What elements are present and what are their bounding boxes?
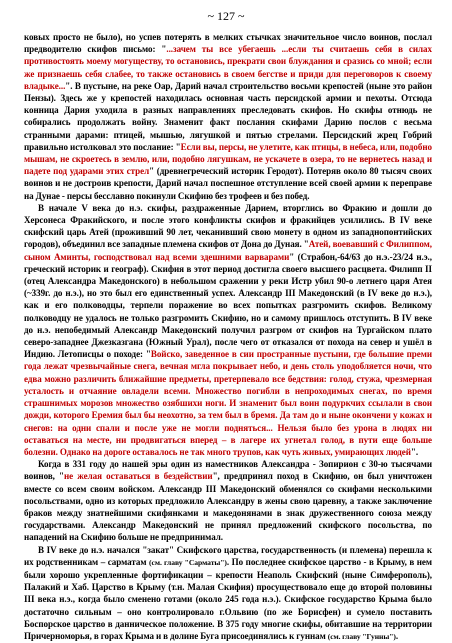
text-run: ". — [410, 446, 419, 457]
quotation: Атей, воевавший с Филиппом, сыном Аминты, господствовал над всеми здешними варварами — [24, 239, 432, 262]
text-run: ". В пустыне, на реке Оар, Дарий начал строительство восьми крепостей (ныне это район Пензы). Здесь же у крепостей находилась основная часть персидской армии и пехоты. Отсюда конница Дария уходила в разных направлениях преследовать скифов. Но скифы отнюдь не собирались продолжать войну. Знаменит факт послания скифами Дарию послов с весьма странными дарами: птицей, мышью, лягушкой и пятью стрелами. Персидский жрец Гобрий правильно истолковал это послание: " — [24, 80, 432, 152]
quotation: не желая оставаться в бездействии — [63, 471, 213, 482]
quotation: Если вы, персы, не улетите, как птицы, в небеса, или, подобно мышам, не скроетесь в землю, или, подобно лягушкам, не ускачете в озера, то не вернетесь назад и падете под ударами этих стрел — [24, 141, 432, 177]
text-run: " (Страбон,-64/63 до н.э.-23/24 н.э., греческий историк и географ). Скифия в этот период достигла своего высшего расцвета. Филипп II (отец Александра Македонского) в небольшом сражении у реки Истр убил 90-о летнего царя Атея (~339г. до н.э.), но это был его единственный успех. Александр III Македонский (в IV веке до н.э.), как и его полководцы, терпели поражение во всех попытках разгромить скифов. Великому полководцу не удалось не только разгромить Скифию, но и самому пришлось отступить. В IV веке до н.э. непобедимый Александр Македонский получил разгром от скифов на Тургайском плато северо-западнее Джезказгана (Южный Урал), после чего от отказался от похода на север и ушёл в Индию. Летописцы о походе: " — [24, 251, 432, 360]
paragraph — [24, 458, 432, 543]
quotation: Войско, заведенное в сии пространные пустыни, где большие преми года лежат чрезвычайные снега, вечная мгла покрывает небо, и день столь уподобляется ночи, что едва можно различить ближайшие предметы, претерпевало все бедствия: голод, стужа, чрезмерная усталость и отчаяние овладели всеми. Множество погибли в непроходимых снегах, по время страшнимых морозов множество озябшихи ноги. И знаменит был воин подуркчих ссылали в свои дожди, которого Еремия был бы неохотно, за тем был в бремя. Да там до и ныне окончени у кожах и снегов: на одни спали и после уже не могли подняться... Нельзя было без урона в людях ни оставаться на месте, ни продвигаться вперед – в лагере их угнетал голод, в пути еще больше болезни. Однако на дороге оставалось не так много трупов, как чуть живых, умирающих людей — [24, 349, 432, 457]
page-body — [24, 31, 432, 643]
page-number: ~ 127 ~ — [207, 9, 245, 23]
text-run: . По последнее скифское царство - в Крыму, в нем были хорошо укрепленные фортификации – крепости Неаполь Скифский (ныне Симферополь), Палакий и Хаб. Царство в Крыму (т.н. Малая Скифия) просуществовало еще до второй половины III века н.э., когда было сменено готами (около 245 года н.э.). Скифское государство Крыма было достаточно сильным – оно контролировало г.Ольвию (по же Борисфен) и сумело поставить Боспорское царство в данническое положение. В 375 году многие скифы, обитавшие на территории Причерноморья, в горах Крыма и в долине Буга присоединялись к гуннам — [24, 556, 432, 641]
text-run: ", предпринял поход в Скифию, он был уничтожен вместе со всем своим войском. Александр III Македонский обменялся со скифами несколькими посольствами, одно из которых предложило Александру в жены свою царевну, а также заключение браков между знатнейшими скифянками и македонянами в знак дружественного союза между государствами. Александр Македонский не принял предложений скифского посольства, по нападений на Скифию больше не предпринимал. — [24, 471, 432, 543]
text-run: " (древнегреческий историк Геродот). Потеряв около 80 тысяч своих воинов и не достроив крепости, Дарий начал поспешное отступление всей своей армии к переправе на Дунае - персы бесславно покинули Скифию без трофеев и без побед. — [24, 166, 432, 201]
cross-reference: (см. главу "Сарматы") — [149, 557, 227, 567]
text-run: ковых просто не было), но успев потерять в мелких стычках значительное число воинов, послал предводителю скифов письмо: " — [24, 32, 432, 55]
text-run: Когда в 331 году до нашей эры один из наместников Александра - Зопирион с 30-ю тысячами воинов, " — [24, 459, 432, 482]
paragraph — [24, 202, 432, 458]
paragraph — [24, 31, 432, 202]
cross-reference: (см. главу "Гунны") — [327, 631, 396, 641]
text-run: В начале V века до н.э. скифы, раздраженные Дарием, вторглись во Фракию и дошли до Херсонеса Фракийского, и после этого конфликты скифов и фракийцев усилились. В IV веке скифский царь Атей (проживший 90 лет, чеканивший свою монету в одном из западнопонтийских городов), объединил все западные племена скифов от Дона до Дуная. " — [24, 202, 432, 250]
paragraph — [24, 544, 432, 643]
text-run: В IV веке до н.э. начался "закат" Скифского царства, государственность (и племена) перешла к их родственникам – сарматам — [24, 544, 432, 567]
quotation: ...зачем ты все убегаешь ...если ты считаешь себя в силах противостоять моему могуществу, то остановись, прекрати свои блуждания и сразись со мной; если же признаешь себя слабее, то также остановись в своем бегстве и приди для переговоров к своему владыке... — [24, 44, 432, 91]
text-run: . — [395, 630, 399, 641]
